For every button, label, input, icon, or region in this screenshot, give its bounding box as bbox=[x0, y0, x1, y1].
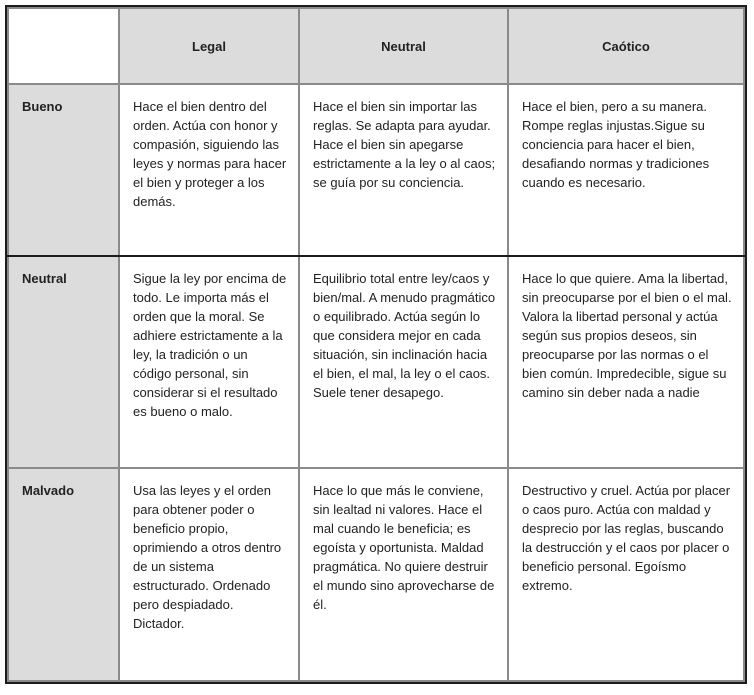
header-row bbox=[8, 8, 744, 84]
alignment-table bbox=[7, 7, 745, 682]
cell-malvado-caotico: Destructivo y cruel. Actúa por placer o caos puro. Actúa con maldad y desprecio por las reglas, buscando la destrucción y el caos por placer o beneficio personal. Egoísmo extremo. bbox=[508, 468, 744, 681]
cell-bueno-neutral: Hace el bien sin importar las reglas. Se adapta para ayudar. Hace el bien sin apegarse estrictamente a la ley o al caos; se guía por su conciencia. bbox=[299, 84, 508, 256]
cell-malvado-neutral: Hace lo que más le conviene, sin lealtad ni valores. Hace el mal cuando le beneficia; es egoísta y oportunista. Maldad pragmática. No quiere destruir el mundo sino aprovecharse de él. bbox=[299, 468, 508, 681]
column-header-legal: Legal bbox=[119, 8, 299, 84]
cell-neutral-legal: Sigue la ley por encima de todo. Le importa más el orden que la moral. Se adhiere estrictamente a la ley, la tradición o un código personal, sin considerar si el resultado es bueno o malo. bbox=[119, 256, 299, 469]
cell-bueno-legal: Hace el bien dentro del orden. Actúa con honor y compasión, siguiendo las leyes y normas para hacer el bien y proteger a los demás. bbox=[119, 84, 299, 256]
cell-neutral-caotico: Hace lo que quiere. Ama la libertad, sin preocuparse por el bien o el mal. Valora la libertad personal y actúa según sus propios deseos, sin preocuparse por las normas o el bien común. Impredecible, sigue su camino sin deber nada a nadie bbox=[508, 256, 744, 469]
cell-bueno-caotico: Hace el bien, pero a su manera. Rompe reglas injustas.Sigue su conciencia para hacer el bien, desafiando normas y tradiciones cuando es necesario. bbox=[508, 84, 744, 256]
cell-neutral-neutral: Equilibrio total entre ley/caos y bien/mal. A menudo pragmático o equilibrado. Actúa según lo que considera mejor en cada situación, sin inclinación hacia el bien, el mal, la ley o el caos. Suele tener desapego. bbox=[299, 256, 508, 469]
alignment-table-container bbox=[5, 5, 747, 684]
corner-cell bbox=[8, 8, 119, 84]
row-header-malvado: Malvado bbox=[8, 468, 119, 681]
row-header-bueno: Bueno bbox=[8, 84, 119, 256]
row-header-neutral: Neutral bbox=[8, 256, 119, 469]
cell-malvado-legal: Usa las leyes y el orden para obtener poder o beneficio propio, oprimiendo a otros dentro de un sistema estructurado. Ordenado pero despiadado. Dictador. bbox=[119, 468, 299, 681]
column-header-caotico: Caótico bbox=[508, 8, 744, 84]
column-header-neutral: Neutral bbox=[299, 8, 508, 84]
table-row-neutral bbox=[8, 256, 744, 469]
table-row-malvado bbox=[8, 468, 744, 681]
table-row-bueno bbox=[8, 84, 744, 256]
